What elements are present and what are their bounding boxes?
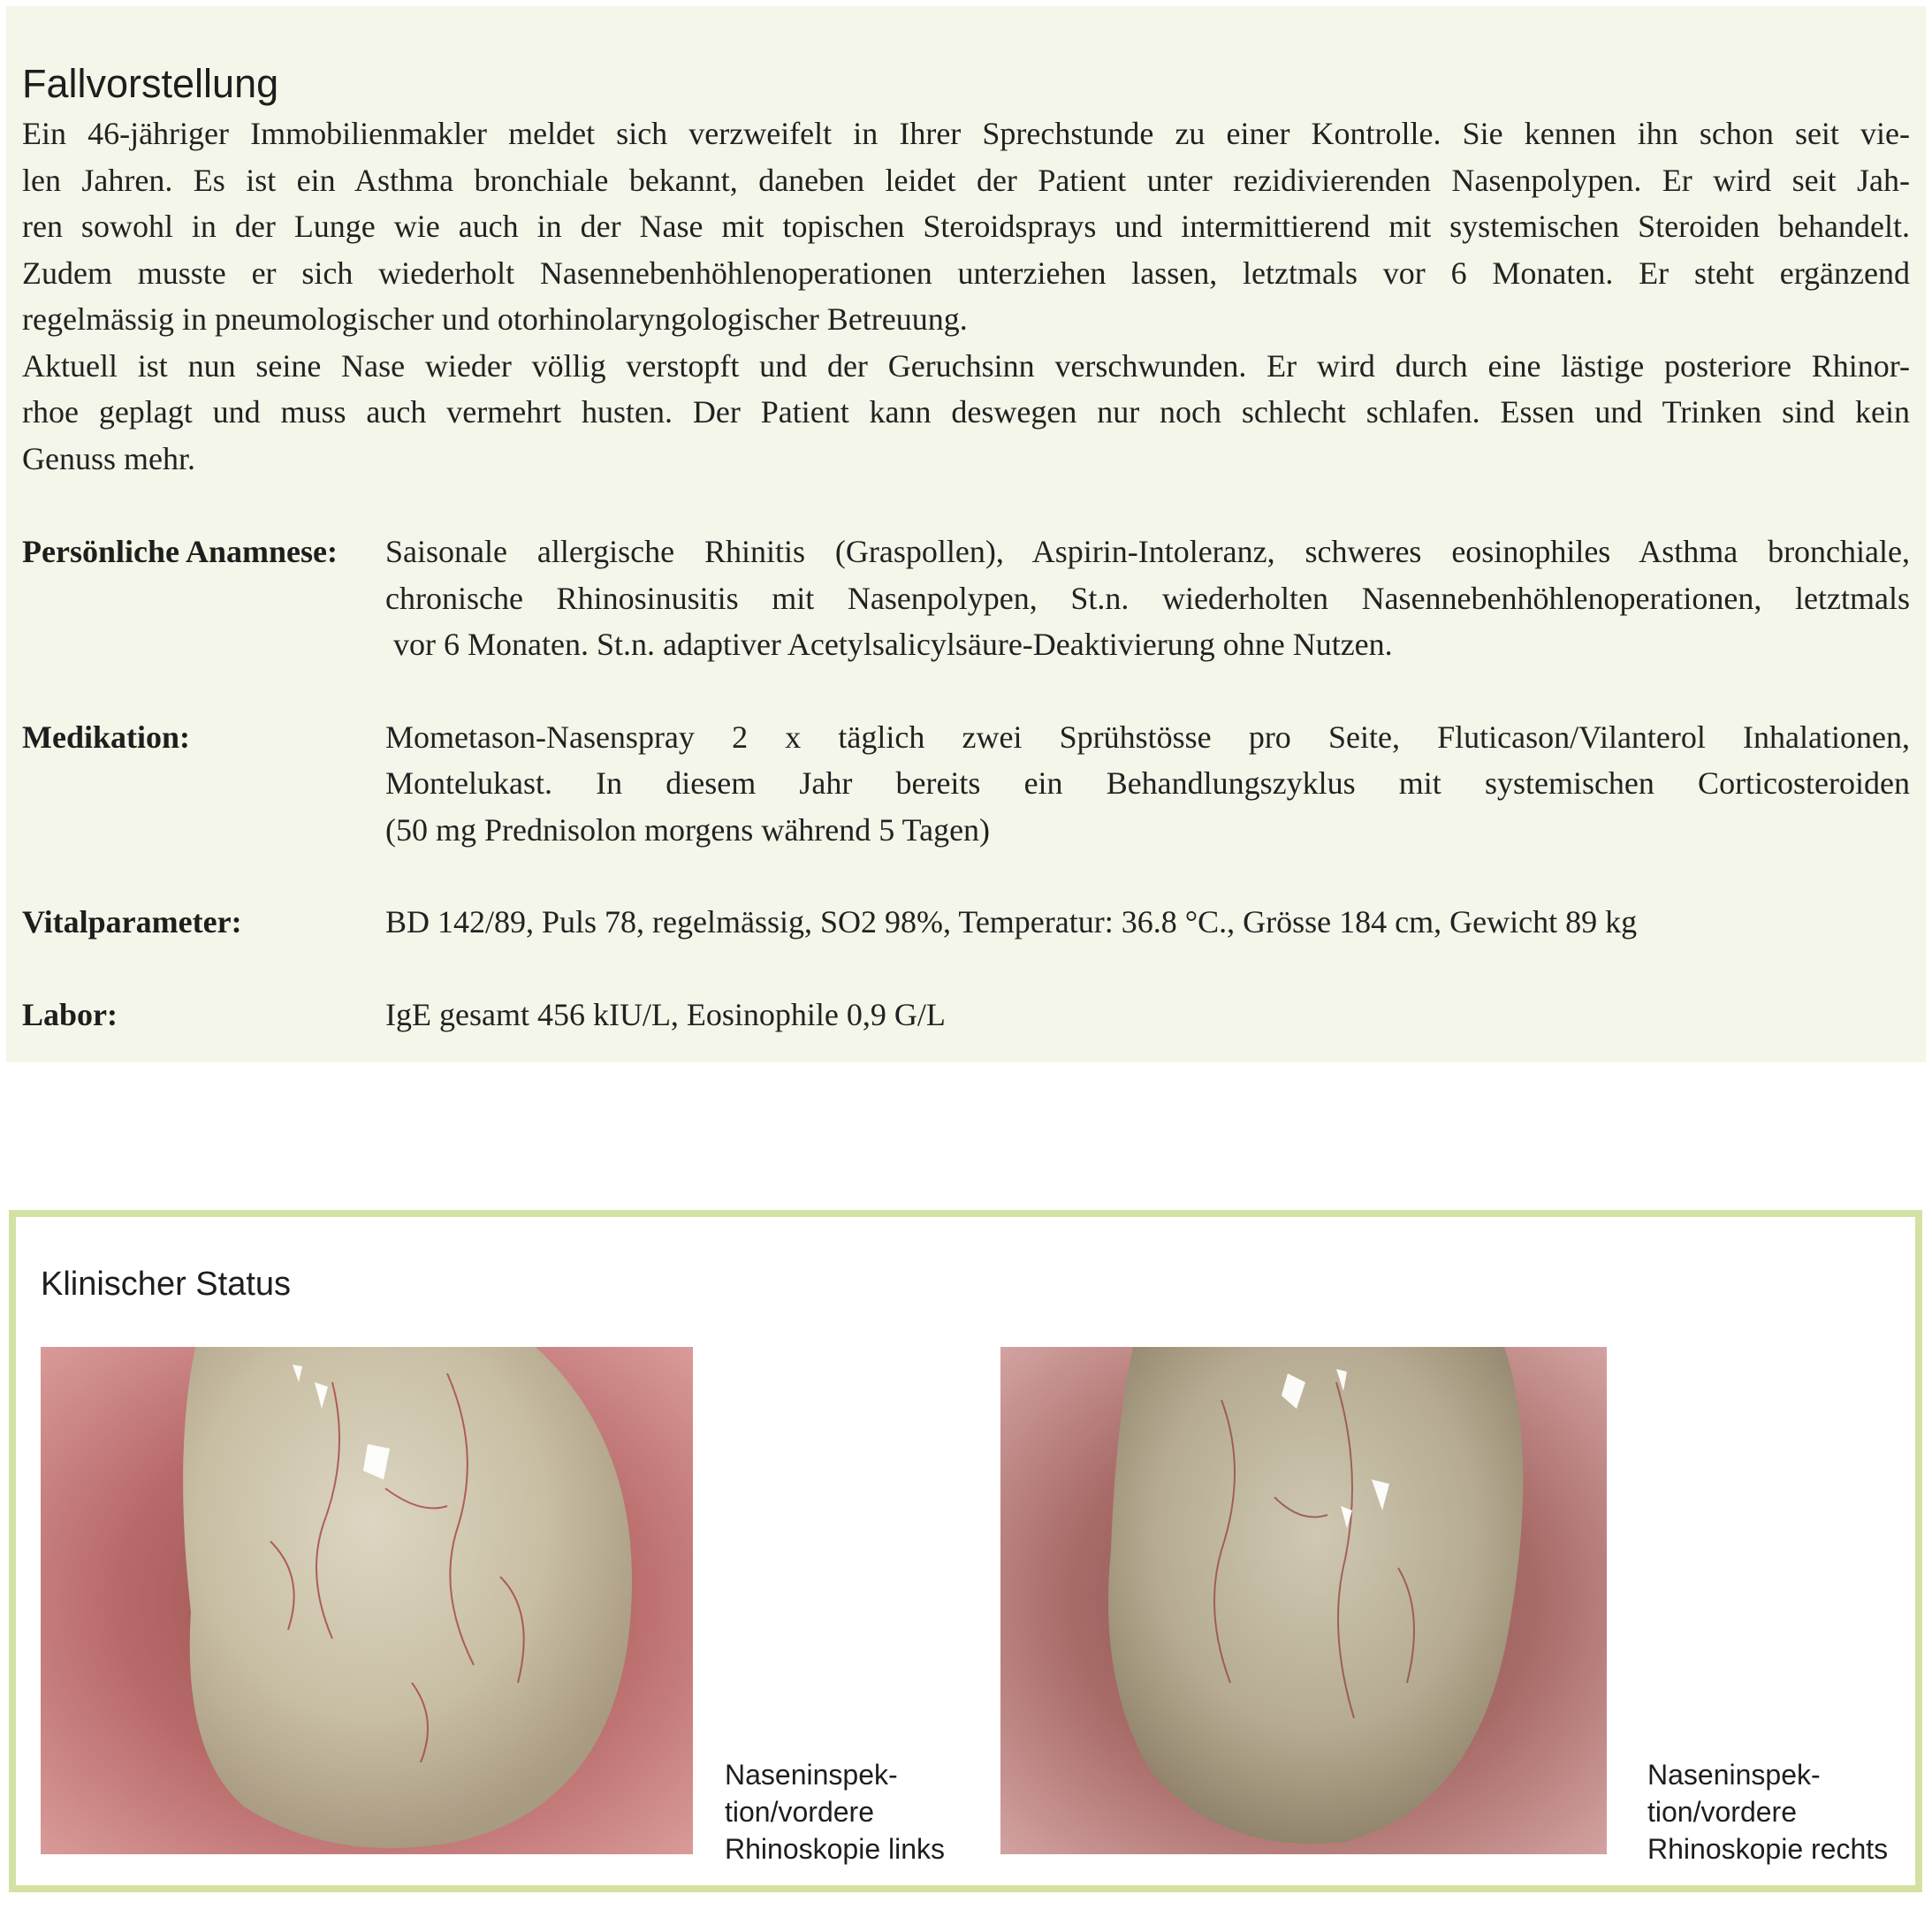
rhinoscopy-right-image [1000,1347,1607,1854]
clinical-status-box [9,1210,1922,1892]
field-label: Vitalparameter: [22,904,242,939]
narrative-line: len Jahren. Es ist ein Asthma bronchiale bekannt, daneben leidet der Patient unter rezidivierenden Nasenpolypen. Er wird seit Jah- [22,162,1910,198]
field-value-line: vor 6 Monaten. St.n. adaptiver Acetylsalicylsäure-Deaktivierung ohne Nutzen. [393,627,1393,662]
narrative-line: ren sowohl in der Lunge wie auch in der Nase mit topischen Steroidsprays und intermittierend mit systemischen Steroiden behandelt. [22,209,1910,244]
caption-line: Rhinoskopie rechts [1647,1833,1889,1865]
caption-line: tion/vordere [725,1796,874,1828]
field-value: IgE gesamt 456 kIU/L, Eosinophile 0,9 G/L [385,996,946,1032]
field-value-line: Mometason-Nasenspray 2 x täglich zwei Sprühstösse pro Seite, Fluticason/Vilanterol Inhalationen, [385,719,1910,755]
nasal-polyp-photo-left [41,1347,693,1854]
case-presentation-box [6,6,1926,1062]
case-narrative [22,110,1910,482]
field-vitalparameter [22,899,1910,946]
caption-line: Naseninspek- [1647,1759,1821,1791]
caption-right [1647,1756,1888,1868]
field-medikation [22,714,1910,854]
field-value [385,529,1910,668]
narrative-line: Zudem musste er sich wiederholt Nasennebenhöhlenoperationen unterziehen lassen, letztmals vor 6 Monaten. Er steht ergänzend [22,255,1910,291]
case-fields [22,529,1910,1038]
case-title: Fallvorstellung [22,61,279,106]
caption-line: Naseninspek- [725,1759,898,1791]
narrative-line: Genuss mehr. [22,440,195,476]
narrative-line: rhoe geplagt und muss auch vermehrt husten. Der Patient kann deswegen nur noch schlecht schlafen. Essen und Trinken sind kein [22,394,1910,430]
field-value-line: Saisonale allergische Rhinitis (Graspollen), Aspirin-Intoleranz, schweres eosinophiles Asthma bronchiale, [385,534,1910,569]
field-value-line: Montelukast. In diesem Jahr bereits ein Behandlungszyklus mit systemischen Corticosteroiden [385,765,1910,801]
field-label: Labor: [22,996,118,1032]
narrative-line: regelmässig in pneumologischer und otorhinolaryngologischer Betreuung. [22,301,968,337]
field-labor [22,992,1910,1038]
caption-line: tion/vordere [1647,1796,1797,1828]
field-label: Medikation: [22,719,191,755]
field-value-line: (50 mg Prednisolon morgens während 5 Tagen) [385,811,991,848]
narrative-line: Aktuell ist nun seine Nase wieder völlig verstopft und der Geruchsinn verschwunden. Er wird durch eine lästige posteriore Rhinor- [22,347,1910,384]
field-label: Persönliche Anamnese: [22,534,338,569]
caption-line: Rhinoskopie links [725,1833,946,1865]
rhinoscopy-left-image [41,1347,693,1854]
field-value: BD 142/89, Puls 78, regelmässig, SO2 98%, Temperatur: 36.8 °C., Grösse 184 cm, Gewicht 89 kg [385,904,1638,939]
field-value-line: chronische Rhinosinusitis mit Nasenpolypen, St.n. wiederholten Nasennebenhöhlenoperationen, letztmals [385,580,1910,616]
status-title: Klinischer Status [41,1266,292,1303]
caption-left [725,1756,945,1868]
field-value [385,714,1910,854]
field-anamnese [22,529,1910,668]
narrative-line: Ein 46-jähriger Immobilienmakler meldet sich verzweifelt in Ihrer Sprechstunde zu einer Kontrolle. Sie kennen ihn schon seit vie- [22,116,1910,151]
nasal-polyp-photo-right [1000,1347,1607,1854]
